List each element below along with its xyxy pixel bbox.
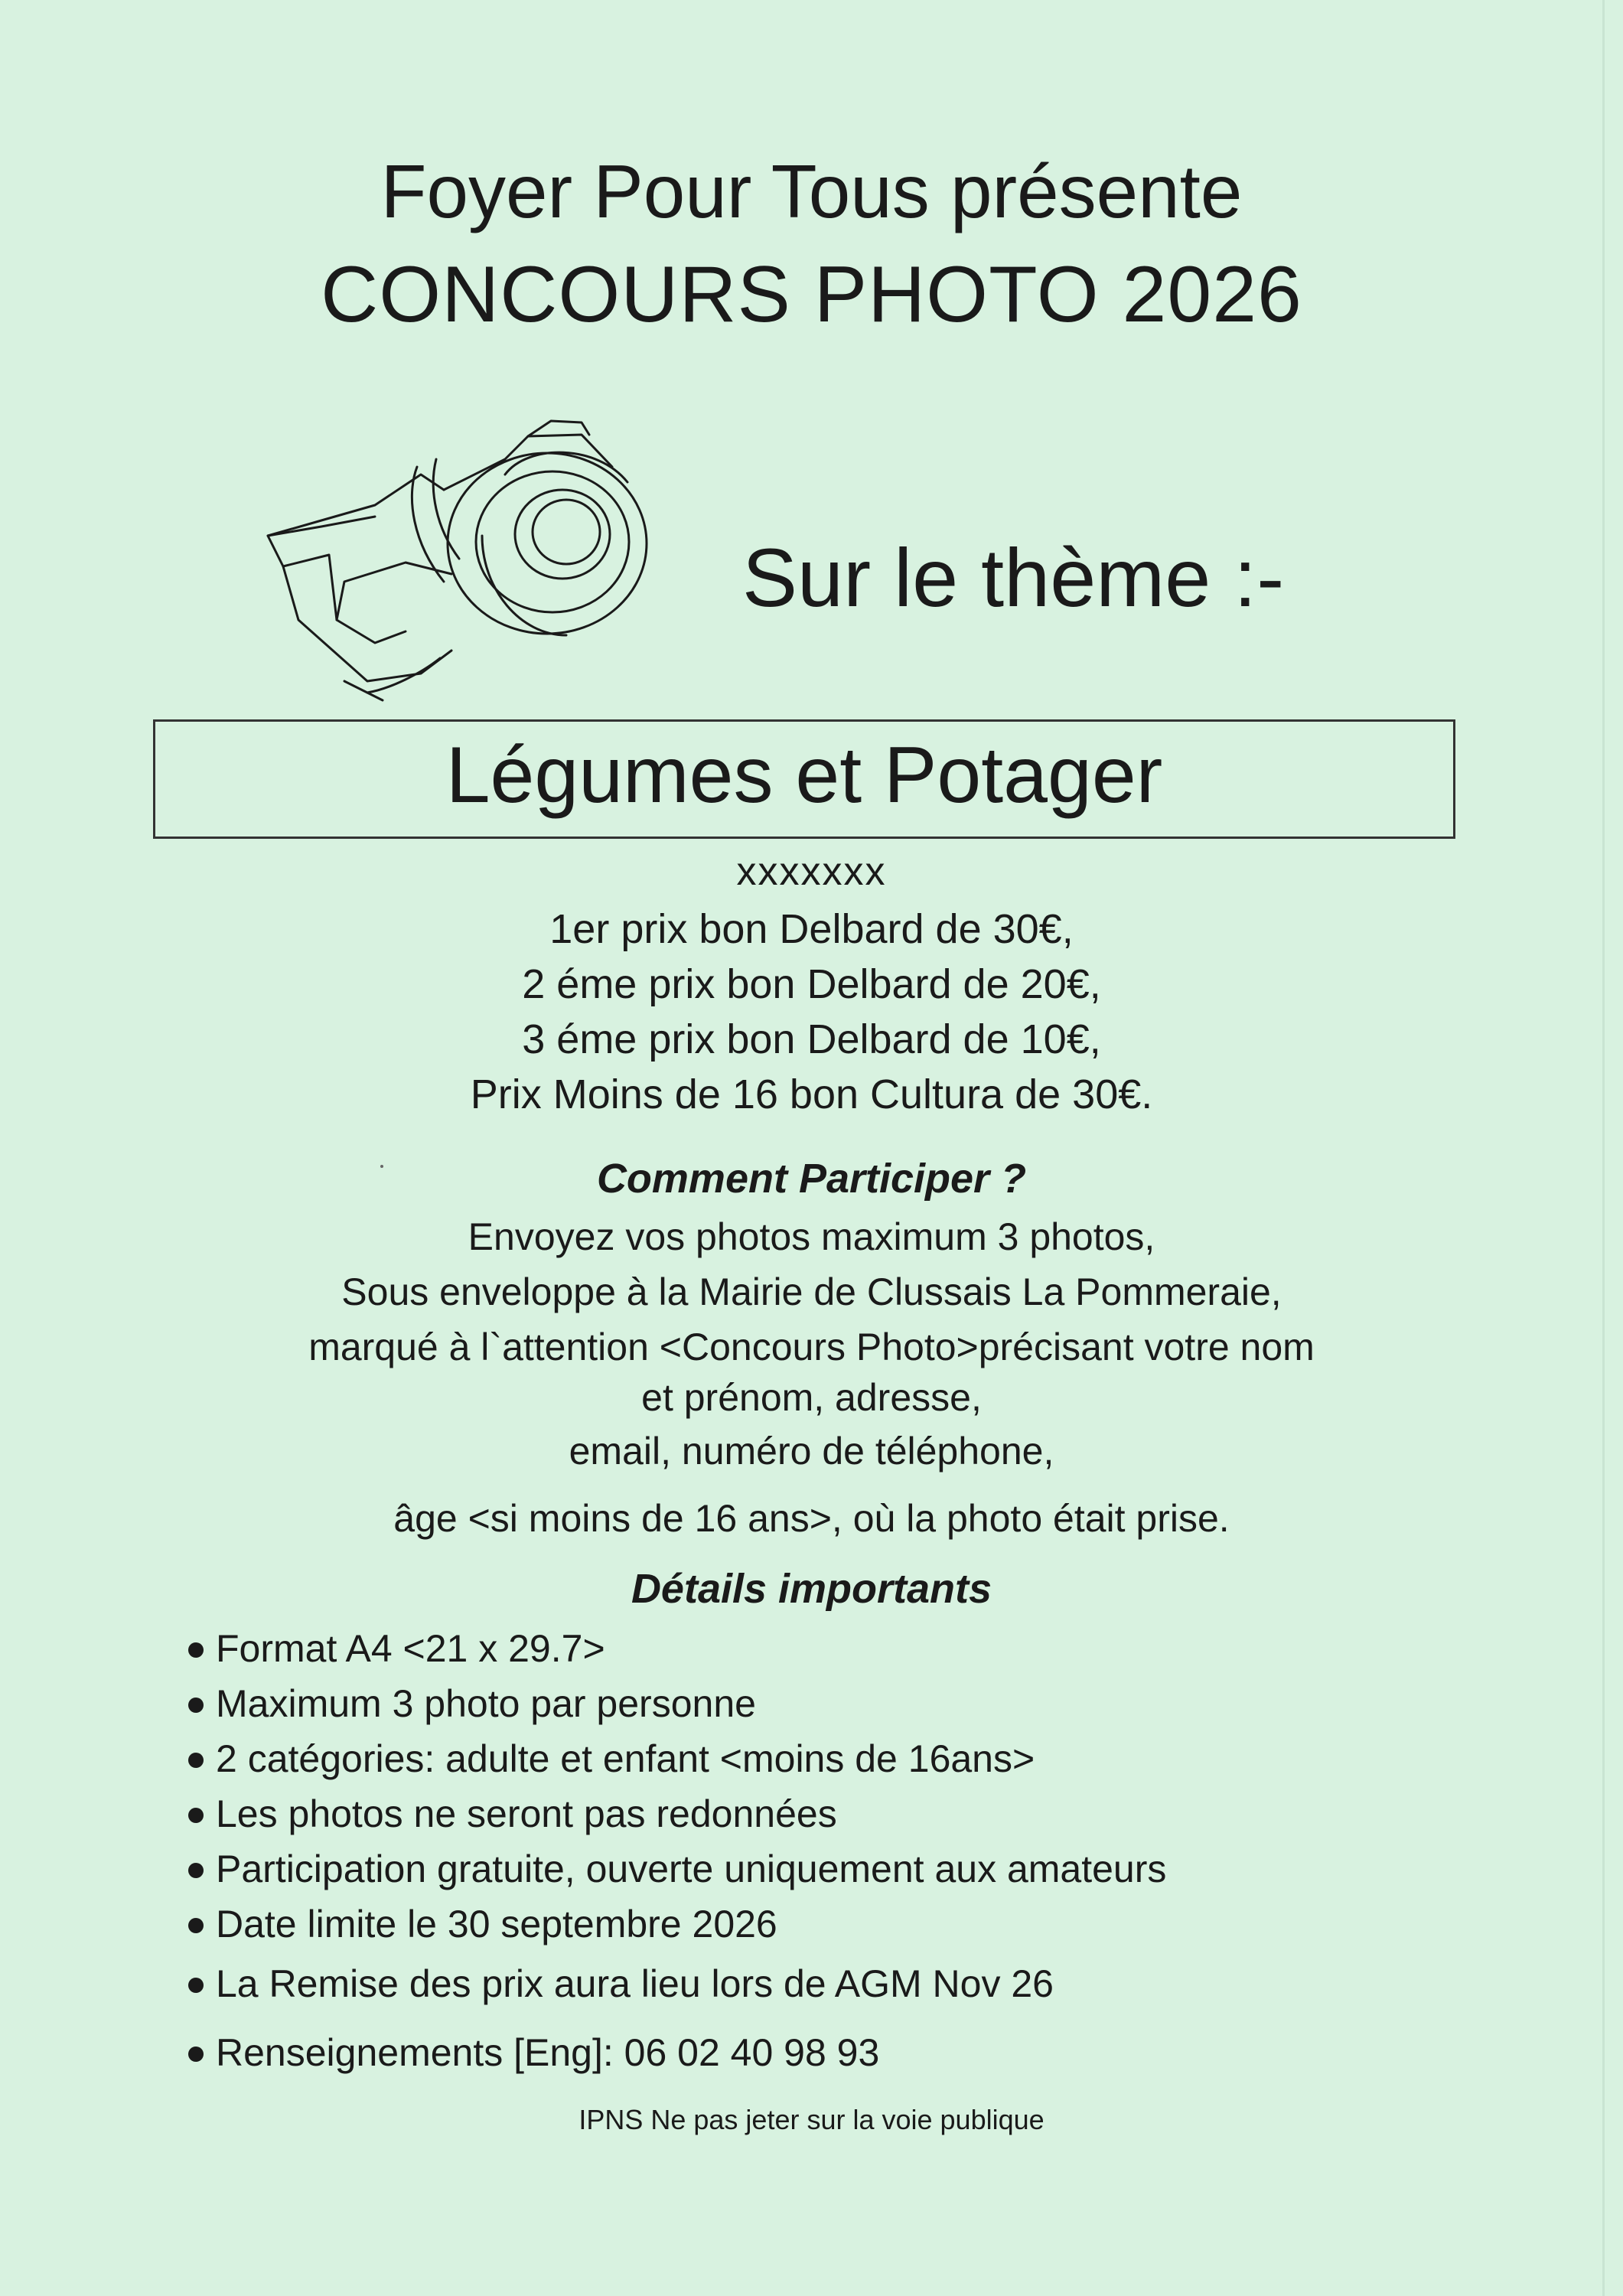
bullet-icon: [188, 1642, 204, 1658]
theme-value: Légumes et Potager: [445, 731, 1163, 820]
theme-label: Sur le thème :-: [742, 531, 1285, 624]
bullet-icon: [188, 1698, 204, 1713]
details-item: [188, 1846, 1166, 1892]
bullet-icon: [188, 1863, 204, 1878]
details-item: [188, 2030, 1166, 2076]
details-item-text: Format A4 <21 x 29.7>: [216, 1627, 605, 1670]
details-item-text: La Remise des prix aura lieu lors de AGM Nov 26: [216, 1962, 1054, 2005]
contest-title: CONCOURS PHOTO 2026: [321, 250, 1302, 339]
prize-under-16: Prix Moins de 16 bon Cultura de 30€.: [470, 1071, 1153, 1117]
details-item: [188, 1626, 1166, 1671]
participation-line: email, numéro de téléphone,: [569, 1430, 1054, 1473]
participation-line: Envoyez vos photos maximum 3 photos,: [468, 1215, 1155, 1258]
presenter-line: Foyer Pour Tous présente: [380, 149, 1243, 233]
details-item-text: Renseignements [Eng]: 06 02 40 98 93: [216, 2031, 880, 2074]
bullet-icon: [188, 1918, 204, 1933]
participation-heading: Comment Participer ?: [596, 1156, 1027, 1202]
bullet-icon: [188, 1808, 204, 1823]
participation-line: et prénom, adresse,: [641, 1376, 982, 1419]
camera-icon: [253, 390, 696, 704]
details-item-text: Maximum 3 photo par personne: [216, 1682, 756, 1725]
details-item-text: Date limite le 30 septembre 2026: [216, 1903, 777, 1945]
footer-notice: IPNS Ne pas jeter sur la voie publique: [578, 2104, 1045, 2135]
prize-second: 2 éme prix bon Delbard de 20€,: [522, 961, 1101, 1007]
details-item-text: Les photos ne seront pas redonnées: [216, 1792, 837, 1835]
bullet-icon: [188, 1978, 204, 1993]
bullet-icon: [188, 1753, 204, 1768]
theme-box: [153, 719, 1455, 839]
prize-first: 1er prix bon Delbard de 30€,: [549, 906, 1074, 952]
details-list: [188, 1626, 1166, 2076]
participation-line: Sous enveloppe à la Mairie de Clussais La Pommeraie,: [341, 1270, 1282, 1313]
details-item-text: Participation gratuite, ouverte uniquement aux amateurs: [216, 1848, 1167, 1890]
paper-edge: [1602, 0, 1605, 2296]
participation-line: âge <si moins de 16 ans>, où la photo était prise.: [393, 1497, 1230, 1540]
separator: xxxxxxx: [736, 850, 887, 894]
details-item: [188, 1901, 1166, 1947]
details-item-text: 2 catégories: adulte et enfant <moins de 16ans>: [216, 1737, 1035, 1780]
details-item: [188, 1791, 1166, 1837]
participation-line: marqué à l`attention <Concours Photo>précisant votre nom: [308, 1326, 1315, 1368]
details-item: [188, 1681, 1166, 1727]
details-item: [188, 1961, 1166, 2007]
bullet-icon: [188, 2047, 204, 2062]
details-item: [188, 1736, 1166, 1782]
prize-third: 3 éme prix bon Delbard de 10€,: [522, 1016, 1101, 1062]
details-heading: Détails importants: [631, 1566, 992, 1612]
